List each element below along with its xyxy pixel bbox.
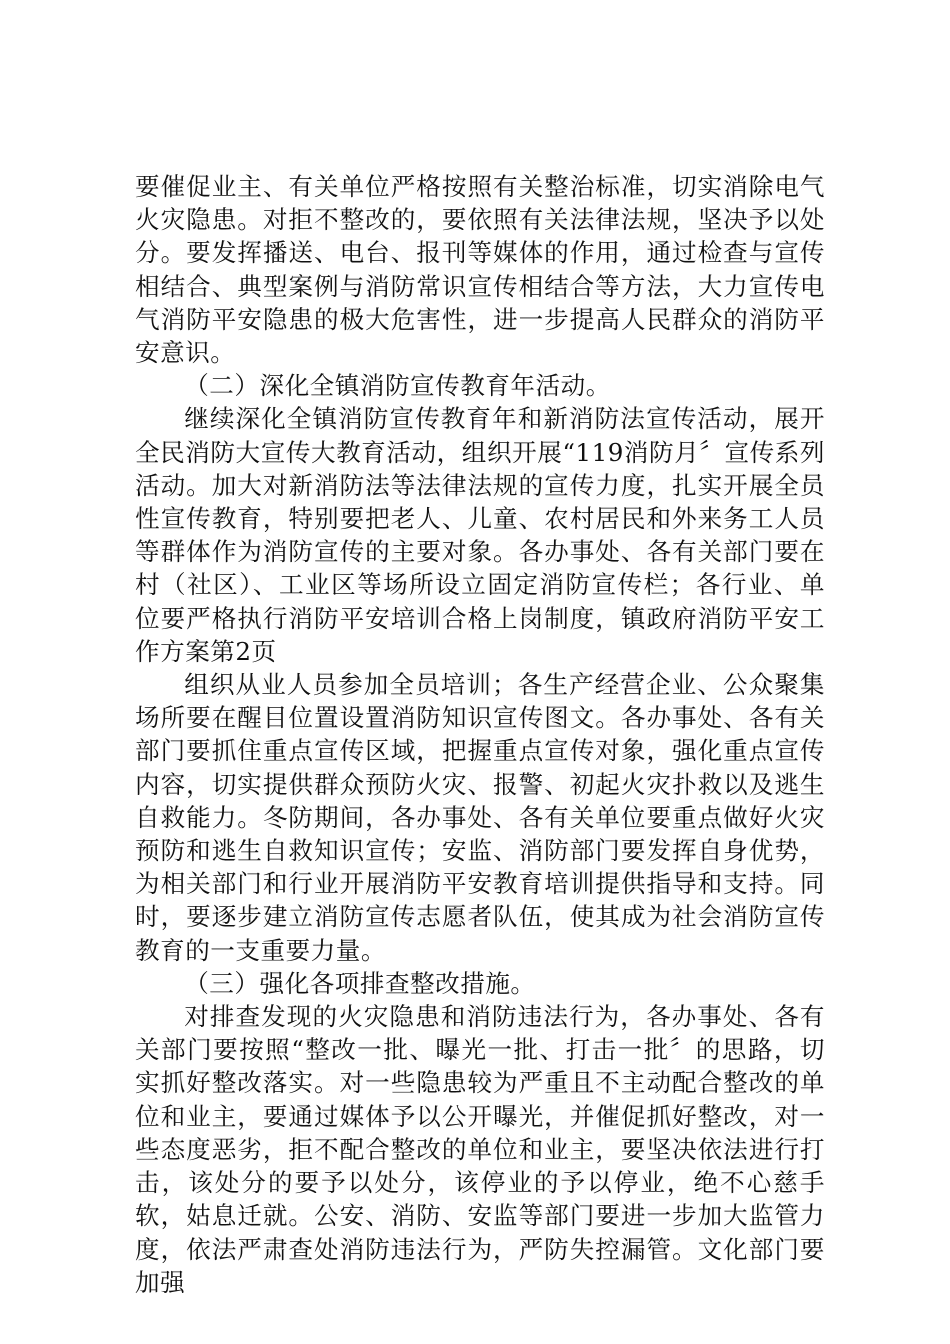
section-heading-3: （三）强化各项排查整改措施。 xyxy=(184,968,536,998)
body-paragraph-1: 要催促业主、有关单位严格按照有关整治标准，切实消除电气火灾隐患。对拒不整改的，要依照有关法律法规，坚决予以处分。要发挥播送、电台、报刊等媒体的作用，通过检查与宣传相结合、典型案例与消防常识宣传相结合等方法，大力宣传电气消防平安隐患的极大危害性，进一步提高人民群众的消防平安意识。 xyxy=(135,172,825,368)
document-body xyxy=(135,170,825,1299)
body-paragraph-2: 继续深化全镇消防宣传教育年和新消防法宣传活动，展开全民消防大宣传大教育活动，组织开展“119消防月〞宣传系列活动。加大对新消防法等法律法规的宣传力度，扎实开展全员性宣传教育，特别要把老人、儿童、农村居民和外来务工人员等群体作为消防宣传的主要对象。各办事处、各有关部门要在村（社区）、工业区等场所设立固定消防宣传栏；各行业、单位要严格执行消防平安培训合格上岗制度，镇政府消防平安工作方案第2页 xyxy=(135,404,825,666)
section-heading-2: （二）深化全镇消防宣传教育年活动。 xyxy=(184,371,611,401)
body-paragraph-4: 对排查发现的火灾隐患和消防违法行为，各办事处、各有关部门要按照“整改一批、曝光一批、打击一批〞的思路，切实抓好整改落实。对一些隐患较为严重且不主动配合整改的单位和业主，要通过媒体予以公开曝光，并催促抓好整改，对一些态度恶劣，拒不配合整改的单位和业主，要坚决依法进行打击，该处分的要予以处分，该停业的予以停业，绝不心慈手软，姑息迁就。公安、消防、安监等部门要进一步加大监管力度，依法严肃查处消防违法行为，严防失控漏管。文化部门要加强 xyxy=(135,1002,825,1297)
body-paragraph-3: 组织从业人员参加全员培训；各生产经营企业、公众聚集场所要在醒目位置设置消防知识宣传图文。各办事处、各有关部门要抓住重点宣传区域，把握重点宣传对象，强化重点宣传内容，切实提供群众预防火灾、报警、初起火灾扑救以及逃生自救能力。冬防期间，各办事处、各有关单位要重点做好火灾预防和逃生自救知识宣传；安监、消防部门要发挥自身优势，为相关部门和行业开展消防平安教育培训提供指导和支持。同时，要逐步建立消防宣传志愿者队伍，使其成为社会消防宣传教育的一支重要力量。 xyxy=(135,670,825,965)
